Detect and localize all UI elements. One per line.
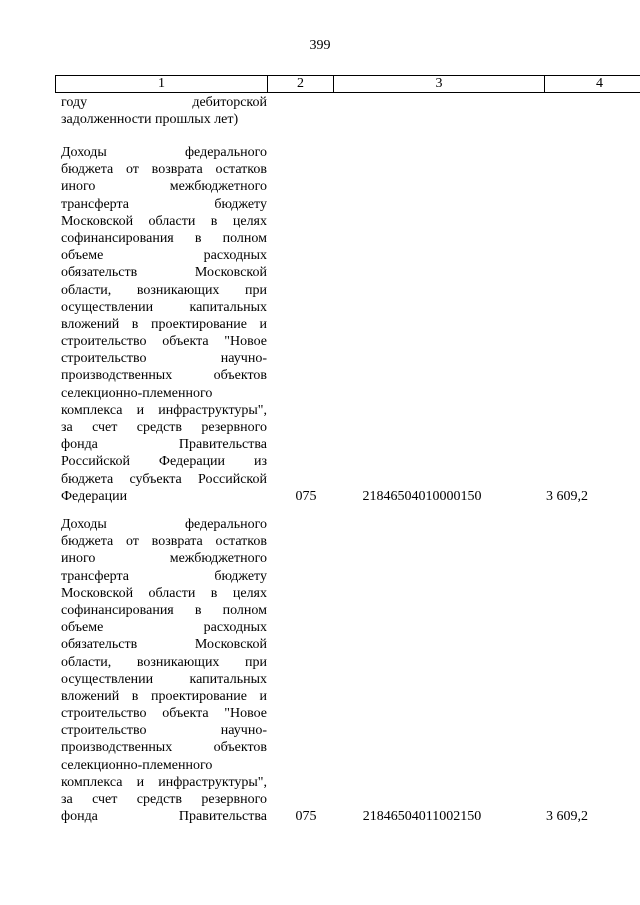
- text-line: софинансирования в полном: [61, 230, 267, 246]
- text-line: трансферта бюджету: [61, 196, 267, 212]
- text-line: Доходы федерального: [61, 517, 267, 532]
- text-line: Московской области в целях: [61, 213, 267, 229]
- text-line: за счет средств резервного: [61, 792, 267, 807]
- text-line: Доходы федерального: [61, 145, 267, 160]
- admin-code: 075: [295, 809, 317, 824]
- text-line: обязательств Московской: [61, 265, 267, 281]
- table-header: [55, 75, 640, 93]
- amount: 3 609,2: [546, 809, 588, 824]
- text-line: Федерации: [61, 488, 128, 504]
- text-line: вложений в проектирование и: [61, 688, 267, 704]
- header-col-4: 4: [596, 76, 603, 91]
- text-line: Московской области в целях: [61, 585, 267, 601]
- text-line: обязательств Московской: [61, 637, 267, 653]
- text-line: производственных объектов: [61, 740, 267, 756]
- text-line: трансферта бюджету: [61, 568, 267, 584]
- text-line: году дебиторской: [61, 95, 267, 110]
- continuation-text: [61, 94, 267, 128]
- text-line: фонда Правительства: [61, 809, 267, 825]
- text-line: строительство объекта "Новое: [61, 706, 267, 722]
- row-description: [61, 144, 267, 505]
- row-description: [61, 516, 267, 825]
- text-line: бюджета от возврата остатков: [61, 162, 267, 178]
- text-line: производственных объектов: [61, 368, 267, 384]
- text-line: софинансирования в полном: [61, 602, 267, 618]
- text-line: осуществлении капитальных: [61, 299, 267, 315]
- text-line: бюджета от возврата остатков: [61, 534, 267, 550]
- kbk-code: 21846504010000150: [362, 489, 482, 504]
- admin-code: 075: [295, 489, 317, 504]
- text-line: вложений в проектирование и: [61, 316, 267, 332]
- text-line: осуществлении капитальных: [61, 671, 267, 687]
- text-line: задолженности прошлых лет): [61, 112, 239, 128]
- text-line: селекционно-племенного: [61, 757, 213, 773]
- header-col-1: 1: [56, 76, 268, 92]
- text-line: строительство научно-: [61, 351, 267, 367]
- page-number: 399: [309, 38, 331, 53]
- text-line: иного межбюджетного: [61, 179, 267, 195]
- text-line: за счет средств резервного: [61, 420, 267, 435]
- text-line: области, возникающих при: [61, 282, 267, 298]
- text-line: селекционно-племенного: [61, 385, 213, 401]
- text-line: объеме расходных: [61, 620, 267, 636]
- text-line: Российской Федерации из: [61, 454, 267, 470]
- text-line: комплекса и инфраструктуры",: [61, 774, 267, 790]
- text-line: фонда Правительства: [61, 437, 267, 453]
- text-line: строительство научно-: [61, 723, 267, 739]
- header-col-3: 3: [334, 76, 545, 92]
- text-line: области, возникающих при: [61, 654, 267, 670]
- text-line: бюджета субъекта Российской: [61, 471, 267, 487]
- text-line: строительство объекта "Новое: [61, 334, 267, 350]
- text-line: комплекса и инфраструктуры",: [61, 402, 267, 418]
- header-col-2: 2: [268, 76, 334, 92]
- amount: 3 609,2: [546, 489, 588, 504]
- text-line: объеме расходных: [61, 248, 267, 264]
- kbk-code: 21846504011002150: [362, 809, 482, 824]
- text-line: иного межбюджетного: [61, 551, 267, 567]
